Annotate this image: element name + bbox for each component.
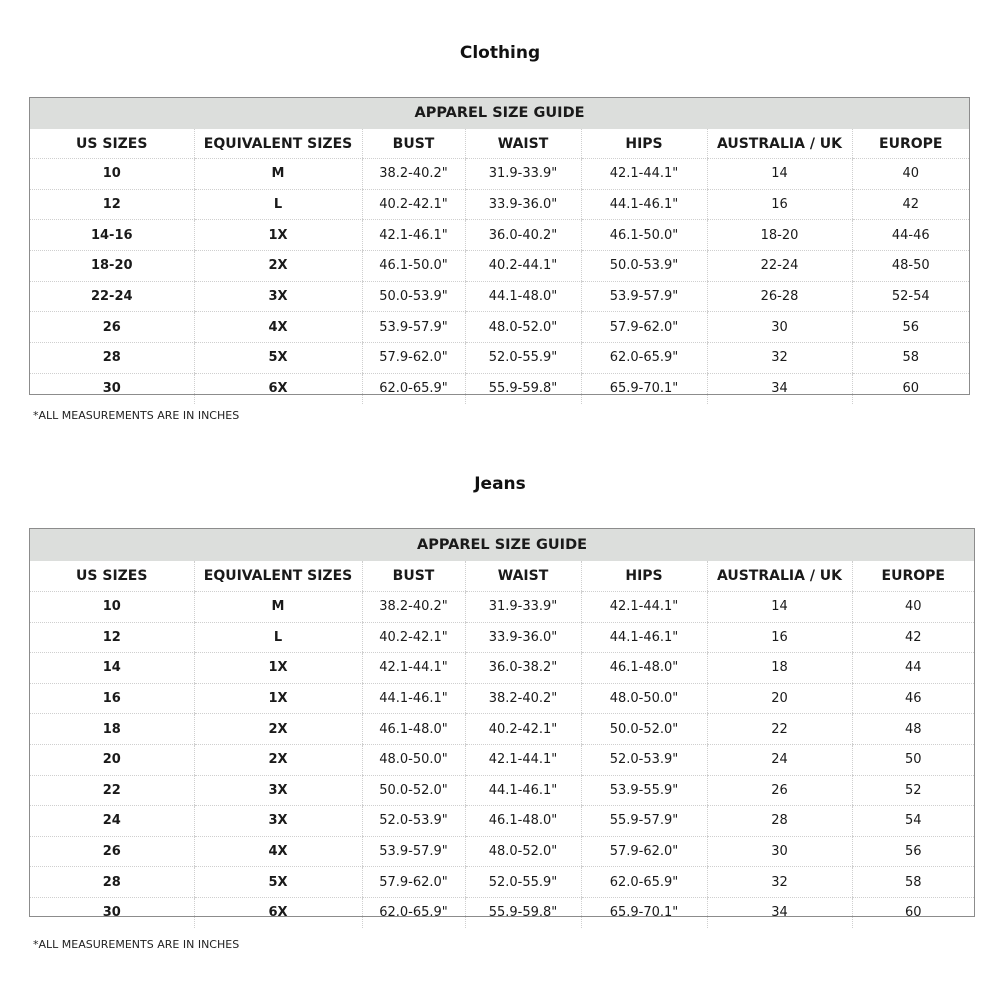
column-header-australia-uk: AUSTRALIA / UK (707, 561, 852, 592)
cell-europe: 42 (852, 622, 974, 653)
column-header-us-sizes: US SIZES (30, 561, 194, 592)
cell-hips: 44.1-46.1" (581, 189, 707, 220)
cell-hips: 55.9-57.9" (581, 806, 707, 837)
cell-equivalent-sizes: 4X (194, 836, 362, 867)
cell-hips: 53.9-57.9" (581, 281, 707, 312)
cell-equivalent-sizes: M (194, 159, 362, 190)
cell-equivalent-sizes: L (194, 189, 362, 220)
table-row (30, 189, 969, 220)
cell-australia-uk: 34 (707, 373, 852, 403)
cell-equivalent-sizes: 1X (194, 220, 362, 251)
cell-hips: 46.1-50.0" (581, 220, 707, 251)
cell-equivalent-sizes: 6X (194, 897, 362, 927)
cell-bust: 52.0-53.9" (362, 806, 465, 837)
cell-australia-uk: 22 (707, 714, 852, 745)
cell-europe: 44-46 (852, 220, 969, 251)
column-header-us-sizes: US SIZES (30, 129, 194, 159)
cell-waist: 42.1-44.1" (465, 744, 581, 775)
cell-equivalent-sizes: 3X (194, 775, 362, 806)
jeans-guide-header: APPAREL SIZE GUIDE (30, 529, 974, 561)
cell-australia-uk: 34 (707, 897, 852, 927)
table-row (30, 867, 974, 898)
table-row (30, 775, 974, 806)
cell-europe: 40 (852, 592, 974, 623)
cell-hips: 44.1-46.1" (581, 622, 707, 653)
cell-hips: 57.9-62.0" (581, 312, 707, 343)
cell-hips: 65.9-70.1" (581, 897, 707, 927)
cell-equivalent-sizes: 5X (194, 867, 362, 898)
cell-waist: 36.0-38.2" (465, 653, 581, 684)
cell-hips: 62.0-65.9" (581, 867, 707, 898)
cell-equivalent-sizes: M (194, 592, 362, 623)
cell-europe: 60 (852, 897, 974, 927)
cell-bust: 44.1-46.1" (362, 683, 465, 714)
cell-australia-uk: 30 (707, 836, 852, 867)
cell-us-sizes: 20 (30, 744, 194, 775)
clothing-footnote: *ALL MEASUREMENTS ARE IN INCHES (33, 409, 240, 422)
cell-waist: 40.2-42.1" (465, 714, 581, 745)
cell-australia-uk: 28 (707, 806, 852, 837)
cell-hips: 53.9-55.9" (581, 775, 707, 806)
cell-bust: 53.9-57.9" (362, 836, 465, 867)
cell-waist: 55.9-59.8" (465, 373, 581, 403)
cell-hips: 65.9-70.1" (581, 373, 707, 403)
cell-australia-uk: 18-20 (707, 220, 852, 251)
column-header-equivalent-sizes: EQUIVALENT SIZES (194, 129, 362, 159)
cell-europe: 50 (852, 744, 974, 775)
table-row (30, 836, 974, 867)
table-row (30, 251, 969, 282)
cell-bust: 40.2-42.1" (362, 189, 465, 220)
column-header-waist: WAIST (465, 129, 581, 159)
clothing-size-table (30, 129, 969, 404)
cell-europe: 58 (852, 343, 969, 374)
clothing-guide-header: APPAREL SIZE GUIDE (30, 98, 969, 129)
cell-us-sizes: 10 (30, 159, 194, 190)
column-header-europe: EUROPE (852, 129, 969, 159)
cell-us-sizes: 12 (30, 189, 194, 220)
column-header-europe: EUROPE (852, 561, 974, 592)
cell-equivalent-sizes: 2X (194, 251, 362, 282)
cell-bust: 62.0-65.9" (362, 897, 465, 927)
cell-europe: 54 (852, 806, 974, 837)
cell-hips: 48.0-50.0" (581, 683, 707, 714)
cell-us-sizes: 16 (30, 683, 194, 714)
cell-waist: 52.0-55.9" (465, 867, 581, 898)
cell-waist: 33.9-36.0" (465, 622, 581, 653)
table-row (30, 592, 974, 623)
cell-australia-uk: 26 (707, 775, 852, 806)
cell-waist: 48.0-52.0" (465, 836, 581, 867)
cell-europe: 40 (852, 159, 969, 190)
cell-bust: 50.0-53.9" (362, 281, 465, 312)
cell-equivalent-sizes: 1X (194, 683, 362, 714)
column-header-hips: HIPS (581, 561, 707, 592)
cell-europe: 56 (852, 312, 969, 343)
cell-us-sizes: 22 (30, 775, 194, 806)
cell-waist: 46.1-48.0" (465, 806, 581, 837)
cell-australia-uk: 16 (707, 189, 852, 220)
cell-bust: 57.9-62.0" (362, 867, 465, 898)
cell-hips: 42.1-44.1" (581, 159, 707, 190)
cell-waist: 44.1-48.0" (465, 281, 581, 312)
table-row (30, 806, 974, 837)
cell-waist: 48.0-52.0" (465, 312, 581, 343)
cell-equivalent-sizes: 6X (194, 373, 362, 403)
table-row (30, 312, 969, 343)
cell-bust: 46.1-48.0" (362, 714, 465, 745)
column-header-bust: BUST (362, 129, 465, 159)
jeans-size-guide (29, 528, 975, 921)
cell-us-sizes: 22-24 (30, 281, 194, 312)
cell-waist: 31.9-33.9" (465, 592, 581, 623)
cell-europe: 60 (852, 373, 969, 403)
cell-equivalent-sizes: 3X (194, 806, 362, 837)
column-header-waist: WAIST (465, 561, 581, 592)
cell-equivalent-sizes: 4X (194, 312, 362, 343)
column-header-bust: BUST (362, 561, 465, 592)
cell-bust: 38.2-40.2" (362, 592, 465, 623)
cell-waist: 44.1-46.1" (465, 775, 581, 806)
column-header-equivalent-sizes: EQUIVALENT SIZES (194, 561, 362, 592)
cell-equivalent-sizes: 2X (194, 744, 362, 775)
cell-australia-uk: 14 (707, 159, 852, 190)
cell-hips: 52.0-53.9" (581, 744, 707, 775)
cell-us-sizes: 26 (30, 312, 194, 343)
cell-us-sizes: 12 (30, 622, 194, 653)
table-row (30, 897, 974, 927)
cell-equivalent-sizes: 3X (194, 281, 362, 312)
cell-australia-uk: 32 (707, 867, 852, 898)
cell-waist: 33.9-36.0" (465, 189, 581, 220)
cell-europe: 44 (852, 653, 974, 684)
table-row (30, 373, 969, 403)
cell-equivalent-sizes: 2X (194, 714, 362, 745)
table-row (30, 159, 969, 190)
cell-hips: 50.0-52.0" (581, 714, 707, 745)
table-row (30, 683, 974, 714)
jeans-size-table (30, 561, 974, 928)
clothing-size-guide (29, 97, 970, 395)
cell-australia-uk: 20 (707, 683, 852, 714)
cell-waist: 31.9-33.9" (465, 159, 581, 190)
cell-waist: 38.2-40.2" (465, 683, 581, 714)
table-row (30, 744, 974, 775)
cell-bust: 40.2-42.1" (362, 622, 465, 653)
cell-us-sizes: 14-16 (30, 220, 194, 251)
cell-us-sizes: 10 (30, 592, 194, 623)
cell-bust: 38.2-40.2" (362, 159, 465, 190)
cell-australia-uk: 26-28 (707, 281, 852, 312)
cell-bust: 42.1-46.1" (362, 220, 465, 251)
table-row (30, 622, 974, 653)
table-row (30, 343, 969, 374)
cell-us-sizes: 18 (30, 714, 194, 745)
cell-hips: 50.0-53.9" (581, 251, 707, 282)
cell-europe: 46 (852, 683, 974, 714)
cell-equivalent-sizes: 5X (194, 343, 362, 374)
column-header-australia-uk: AUSTRALIA / UK (707, 129, 852, 159)
cell-hips: 57.9-62.0" (581, 836, 707, 867)
cell-europe: 48 (852, 714, 974, 745)
cell-bust: 53.9-57.9" (362, 312, 465, 343)
cell-bust: 57.9-62.0" (362, 343, 465, 374)
cell-bust: 46.1-50.0" (362, 251, 465, 282)
cell-europe: 52 (852, 775, 974, 806)
table-row (30, 653, 974, 684)
cell-australia-uk: 32 (707, 343, 852, 374)
cell-australia-uk: 30 (707, 312, 852, 343)
column-header-hips: HIPS (581, 129, 707, 159)
cell-europe: 42 (852, 189, 969, 220)
cell-equivalent-sizes: L (194, 622, 362, 653)
cell-waist: 55.9-59.8" (465, 897, 581, 927)
cell-bust: 50.0-52.0" (362, 775, 465, 806)
cell-bust: 48.0-50.0" (362, 744, 465, 775)
jeans-footnote: *ALL MEASUREMENTS ARE IN INCHES (33, 938, 240, 951)
table-header-row (30, 561, 974, 592)
cell-australia-uk: 16 (707, 622, 852, 653)
cell-us-sizes: 28 (30, 343, 194, 374)
cell-us-sizes: 18-20 (30, 251, 194, 282)
cell-australia-uk: 22-24 (707, 251, 852, 282)
cell-equivalent-sizes: 1X (194, 653, 362, 684)
cell-australia-uk: 24 (707, 744, 852, 775)
jeans-title: Jeans (474, 474, 526, 494)
cell-us-sizes: 14 (30, 653, 194, 684)
cell-us-sizes: 24 (30, 806, 194, 837)
cell-australia-uk: 18 (707, 653, 852, 684)
cell-hips: 46.1-48.0" (581, 653, 707, 684)
clothing-title: Clothing (459, 43, 541, 63)
cell-bust: 62.0-65.9" (362, 373, 465, 403)
cell-waist: 40.2-44.1" (465, 251, 581, 282)
cell-us-sizes: 30 (102, 905, 121, 921)
table-row (30, 281, 969, 312)
table-row (30, 714, 974, 745)
cell-us-sizes: 28 (30, 867, 194, 898)
cell-europe: 52-54 (852, 281, 969, 312)
cell-us-sizes: 30 (102, 381, 121, 397)
cell-waist: 36.0-40.2" (465, 220, 581, 251)
cell-us-sizes: 26 (30, 836, 194, 867)
table-header-row (30, 129, 969, 159)
cell-hips: 42.1-44.1" (581, 592, 707, 623)
cell-bust: 42.1-44.1" (362, 653, 465, 684)
cell-europe: 56 (852, 836, 974, 867)
cell-hips: 62.0-65.9" (581, 343, 707, 374)
cell-europe: 58 (852, 867, 974, 898)
cell-europe: 48-50 (852, 251, 969, 282)
table-row (30, 220, 969, 251)
cell-australia-uk: 14 (707, 592, 852, 623)
cell-waist: 52.0-55.9" (465, 343, 581, 374)
